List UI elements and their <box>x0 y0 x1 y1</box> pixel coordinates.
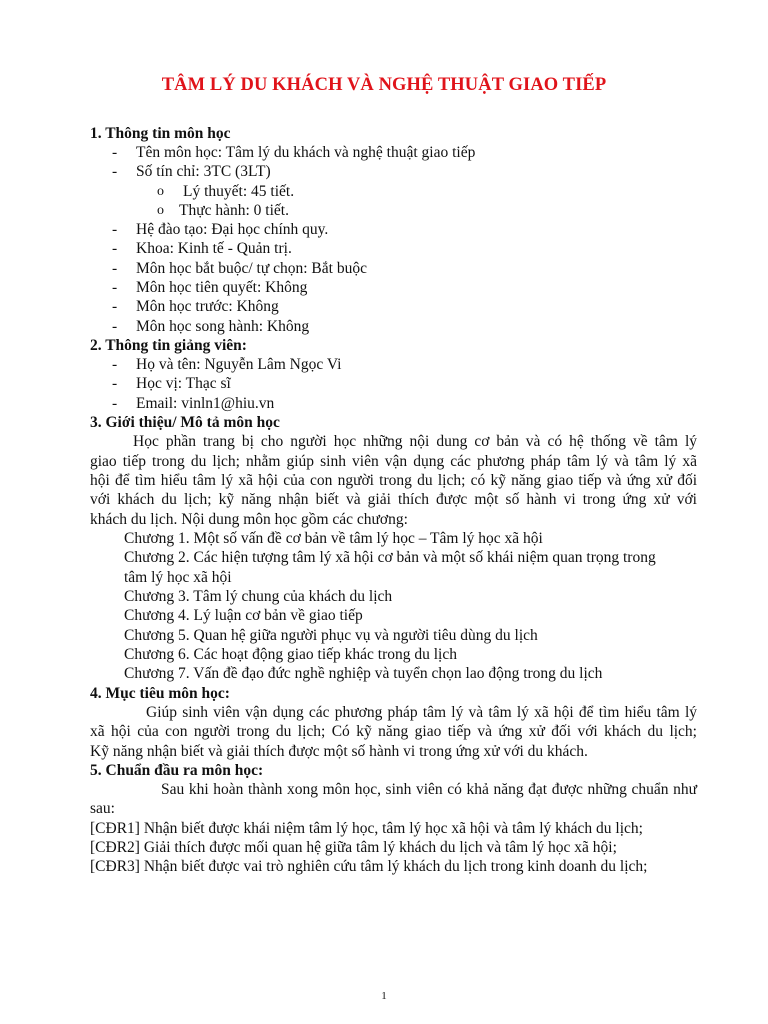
page-number: 1 <box>381 990 387 1002</box>
list-item: Họ và tên: Nguyễn Lâm Ngọc Vi <box>136 356 342 373</box>
list-item: Tên môn học: Tâm lý du khách và nghệ thuật giao tiếp <box>136 144 476 161</box>
paragraph-line: Học phần trang bị cho người học những nội dung cơ bản và có hệ thống về tâm lý <box>133 433 697 450</box>
dash-bullet: - <box>112 240 118 257</box>
dash-bullet: - <box>112 279 118 296</box>
paragraph-line: xã hội của con người trong du lịch; Có kỹ năng giao tiếp và ứng xử đối với khách du lịch; <box>90 723 697 740</box>
dash-bullet: - <box>112 318 118 335</box>
paragraph-line: Giúp sinh viên vận dụng các phương pháp tâm lý và tâm lý xã hội để tìm hiểu tâm lý <box>146 704 697 721</box>
chapter-item: Chương 5. Quan hệ giữa người phục vụ và người tiêu dùng du lịch <box>124 627 538 644</box>
list-item: Khoa: Kinh tế - Quản trị. <box>136 240 292 257</box>
dash-bullet: - <box>112 356 118 373</box>
sub-list-item: Lý thuyết: 45 tiết. <box>183 183 295 200</box>
chapter-item: tâm lý học xã hội <box>124 569 232 586</box>
outcome-item: [CĐR1] Nhận biết được khái niệm tâm lý học, tâm lý học xã hội và tâm lý khách du lịch; <box>90 820 643 837</box>
circle-bullet: o <box>157 203 164 218</box>
section-heading: 5. Chuẩn đầu ra môn học: <box>90 762 264 779</box>
paragraph-line: giao tiếp trong du lịch; nhằm giúp sinh viên vận dụng các phương pháp tâm lý và tâm lý xã <box>90 453 697 470</box>
list-item: Số tín chỉ: 3TC (3LT) <box>136 163 271 180</box>
paragraph-line: hội để tìm hiểu tâm lý xã hội của con người trong du lịch; có kỹ năng giao tiếp và ứng xử đối <box>90 472 697 489</box>
dash-bullet: - <box>112 221 118 238</box>
list-item: Môn học song hành: Không <box>136 318 310 335</box>
document-title: TÂM LÝ DU KHÁCH VÀ NGHỆ THUẬT GIAO TIẾP <box>161 75 607 95</box>
chapter-item: Chương 3. Tâm lý chung của khách du lịch <box>124 588 393 605</box>
section-heading: 1. Thông tin môn học <box>90 125 231 142</box>
section-heading: 4. Mục tiêu môn học: <box>90 685 230 702</box>
circle-bullet: o <box>157 184 164 199</box>
dash-bullet: - <box>112 144 118 161</box>
paragraph-line: sau: <box>90 800 115 817</box>
dash-bullet: - <box>112 298 118 315</box>
dash-bullet: - <box>112 163 118 180</box>
dash-bullet: - <box>112 395 118 412</box>
section-heading: 3. Giới thiệu/ Mô tả môn học <box>90 414 280 431</box>
paragraph-line: khách du lịch. Nội dung môn học gồm các chương: <box>90 511 408 528</box>
list-item: Môn học tiên quyết: Không <box>136 279 308 296</box>
dash-bullet: - <box>112 375 118 392</box>
paragraph-line: Kỹ năng nhận biết và giải thích được một số hành vi trong ứng xử với du khách. <box>90 743 588 760</box>
chapter-item: Chương 2. Các hiện tượng tâm lý xã hội cơ bản và một số khái niệm quan trọng trong <box>124 549 656 566</box>
dash-bullet: - <box>112 260 118 277</box>
section-heading: 2. Thông tin giảng viên: <box>90 337 247 354</box>
list-item: Môn học bắt buộc/ tự chọn: Bắt buộc <box>136 260 367 277</box>
list-item: Học vị: Thạc sĩ <box>136 375 231 392</box>
paragraph-line: với khách du lịch; kỹ năng nhận biết và giải thích được một số hành vi trong ứng xử với <box>90 491 697 508</box>
list-item: Môn học trước: Không <box>136 298 279 315</box>
sub-list-item: Thực hành: 0 tiết. <box>179 202 289 219</box>
chapter-item: Chương 6. Các hoạt động giao tiếp khác trong du lịch <box>124 646 457 663</box>
chapter-item: Chương 7. Vấn đề đạo đức nghề nghiệp và tuyển chọn lao động trong du lịch <box>124 665 603 682</box>
chapter-item: Chương 1. Một số vấn đề cơ bản về tâm lý học – Tâm lý học xã hội <box>124 530 543 547</box>
outcome-item: [CĐR2] Giải thích được mối quan hệ giữa tâm lý khách du lịch và tâm lý học xã hội; <box>90 839 617 856</box>
list-item: Hệ đào tạo: Đại học chính quy. <box>136 221 329 238</box>
outcome-item: [CĐR3] Nhận biết được vai trò nghiên cứu tâm lý khách du lịch trong kinh doanh du lịch; <box>90 858 648 875</box>
paragraph-line: Sau khi hoàn thành xong môn học, sinh viên có khả năng đạt được những chuẩn như <box>161 781 697 798</box>
email-text: Email: vinln1@hiu.vn <box>136 395 275 412</box>
chapter-item: Chương 4. Lý luận cơ bản về giao tiếp <box>124 607 363 624</box>
